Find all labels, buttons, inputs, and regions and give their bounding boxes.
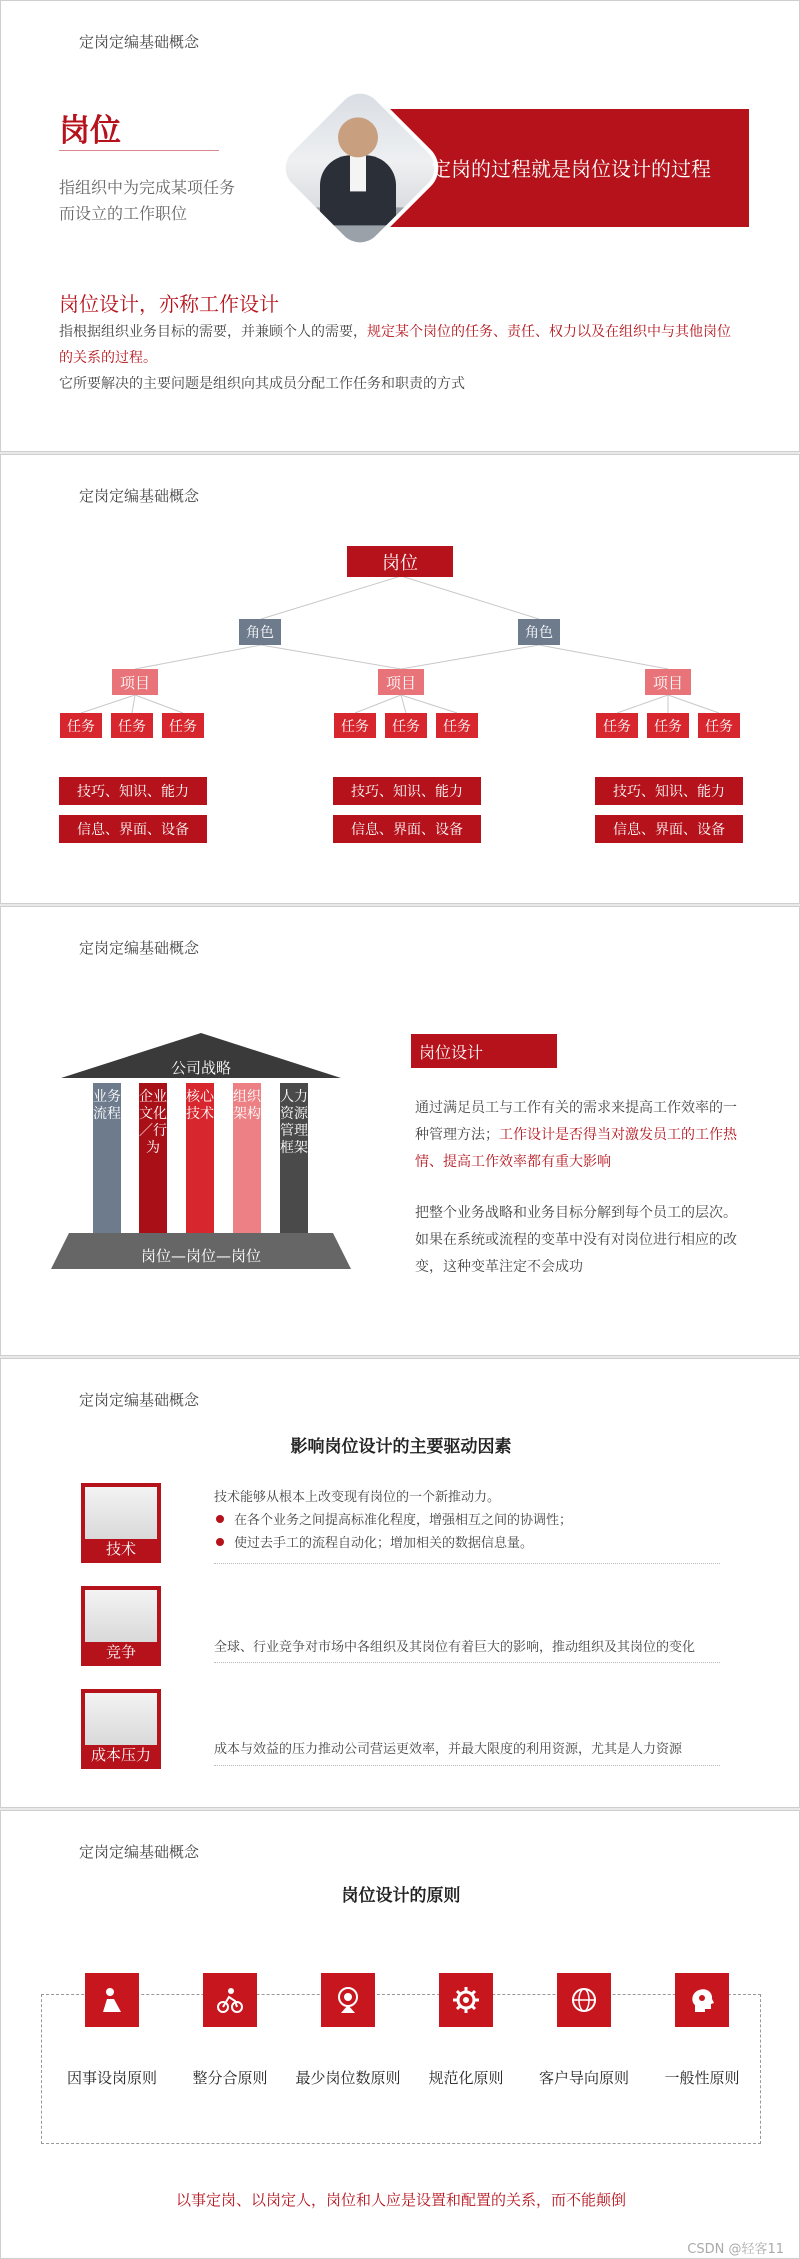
- post-definition: [59, 175, 269, 227]
- pillar-hr-framework: 人力资源管理框架: [280, 1083, 308, 1233]
- technology-bullet-2: 使过去手工的流程自动化；增加相关的数据信息量。: [216, 1533, 533, 1555]
- slide-header: 定岗定编基础概念: [79, 939, 200, 957]
- divider: [214, 1563, 720, 1564]
- cost-pressure-text: 成本与效益的压力推动公司营运更效率，并最大限度的利用资源，尤其是人力资源: [214, 1742, 683, 1757]
- pillar-culture: 企业文化／行为: [139, 1083, 167, 1233]
- slide-header: 定岗定编基础概念: [79, 1843, 200, 1861]
- slide-principles: [0, 1810, 800, 2259]
- person-icon: [85, 1973, 139, 2027]
- section-subtitle: 岗位设计，亦称工作设计: [59, 292, 279, 316]
- design-definition: [59, 319, 739, 371]
- node-info-3: 信息、界面、设备: [595, 815, 743, 843]
- cost-pressure-label: 成本压力: [90, 1746, 151, 1764]
- node-project-1: 项目: [112, 669, 158, 695]
- post-title: 岗位: [59, 113, 121, 149]
- principle-label: 整分合原则: [192, 2069, 268, 2087]
- node-info-1: 信息、界面、设备: [59, 815, 207, 843]
- principle-label: 因事设岗原则: [66, 2069, 157, 2087]
- node-task: 任务: [162, 713, 204, 738]
- technology-bullet-1: 在各个业务之间提高标准化程度，增强相互之间的协调性；: [216, 1510, 572, 1532]
- slide-job-design: [0, 906, 800, 1356]
- pillar-business-process: 业务流程: [93, 1083, 121, 1233]
- gear-icon: [439, 1973, 493, 2027]
- principle-label: 客户导向原则: [538, 2069, 629, 2087]
- technology-label: 技术: [105, 1540, 136, 1558]
- slide-header: 定岗定编基础概念: [79, 487, 200, 505]
- node-skill-3: 技巧、知识、能力: [595, 777, 743, 805]
- node-project-2: 项目: [378, 669, 424, 695]
- node-post: 岗位: [347, 546, 453, 577]
- text-highlight: 工作设计是否得当对激发员工的工作热情、提高工作效率都有重大影响: [415, 1127, 737, 1170]
- head-icon: [675, 1973, 729, 2027]
- slide-drivers: [0, 1358, 800, 1808]
- job-design-text-1: [415, 1095, 749, 1176]
- slide-header: 定岗定编基础概念: [79, 33, 200, 51]
- definition-plain: 指根据组织业务目标的需要，并兼顾个人的需要，: [59, 324, 367, 340]
- cost-pressure-icon: [81, 1689, 161, 1769]
- text-plain: 通过满足员工与工作有关的需求来提高工作效率的一种管理方法；: [415, 1100, 737, 1143]
- node-role-right: 角色: [518, 619, 560, 645]
- node-role-left: 角色: [239, 619, 281, 645]
- principle-label: 一般性原则: [664, 2069, 740, 2087]
- definition-highlight: 规定某个岗位的任务、责任、权力以及在组织中与其他岗位的关系的过程。: [59, 324, 731, 366]
- slide-post-hierarchy: [0, 454, 800, 904]
- slide-post-definition: [0, 0, 800, 452]
- principles-title: 岗位设计的原则: [341, 1886, 461, 1906]
- node-task: 任务: [60, 713, 102, 738]
- cyclist-icon: [203, 1973, 257, 2027]
- drivers-title: 影响岗位设计的主要驱动因素: [290, 1437, 512, 1457]
- node-task: 任务: [596, 713, 638, 738]
- design-problem: 它所要解决的主要问题是组织向其成员分配工作任务和职责的方式: [59, 376, 465, 392]
- roof-label: 公司战略: [171, 1059, 232, 1077]
- slide-header: 定岗定编基础概念: [79, 1391, 200, 1409]
- job-design-tag: 岗位设计: [411, 1034, 557, 1068]
- pillar-org-structure: 组织架构: [233, 1083, 261, 1233]
- target-person-icon: [321, 1973, 375, 2027]
- globe-person-icon: [557, 1973, 611, 2027]
- node-skill-2: 技巧、知识、能力: [333, 777, 481, 805]
- node-task: 任务: [385, 713, 427, 738]
- node-task: 任务: [436, 713, 478, 738]
- competition-icon: [81, 1586, 161, 1666]
- competition-text: 全球、行业竞争对市场中各组织及其岗位有着巨大的影响，推动组织及其岗位的变化: [214, 1640, 696, 1655]
- watermark: CSDN @轻客11: [687, 2242, 784, 2257]
- node-task: 任务: [647, 713, 689, 738]
- node-info-2: 信息、界面、设备: [333, 815, 481, 843]
- technology-text: 技术能够从根本上改变现有岗位的一个新推动力。: [214, 1490, 501, 1505]
- title-underline: [59, 150, 219, 151]
- node-task: 任务: [698, 713, 740, 738]
- job-design-text-2: 把整个业务战略和业务目标分解到每个员工的层次。如果在系统或流程的变革中没有对岗位进行相应的改变，这种变革注定不会成功: [415, 1205, 737, 1275]
- node-project-3: 项目: [645, 669, 691, 695]
- definition-line-2: 而设立的工作职位: [59, 204, 188, 223]
- divider: [214, 1662, 720, 1663]
- definition-line-1: 指组织中为完成某项任务: [59, 178, 236, 197]
- pillar-core-tech: 核心技术: [186, 1083, 214, 1233]
- node-task: 任务: [111, 713, 153, 738]
- node-skill-1: 技巧、知识、能力: [59, 777, 207, 805]
- principle-label: 规范化原则: [428, 2069, 504, 2087]
- principle-label: 最少岗位数原则: [295, 2069, 401, 2087]
- base-label: 岗位—岗位—岗位: [141, 1247, 262, 1265]
- principles-footer: 以事定岗、以岗定人，岗位和人应是设置和配置的关系，而不能颠倒: [175, 2191, 626, 2209]
- node-task: 任务: [334, 713, 376, 738]
- divider: [214, 1765, 720, 1766]
- competition-label: 竞争: [105, 1643, 136, 1661]
- banner-text: 定岗的过程就是岗位设计的过程: [431, 157, 711, 181]
- technology-icon: [81, 1483, 161, 1563]
